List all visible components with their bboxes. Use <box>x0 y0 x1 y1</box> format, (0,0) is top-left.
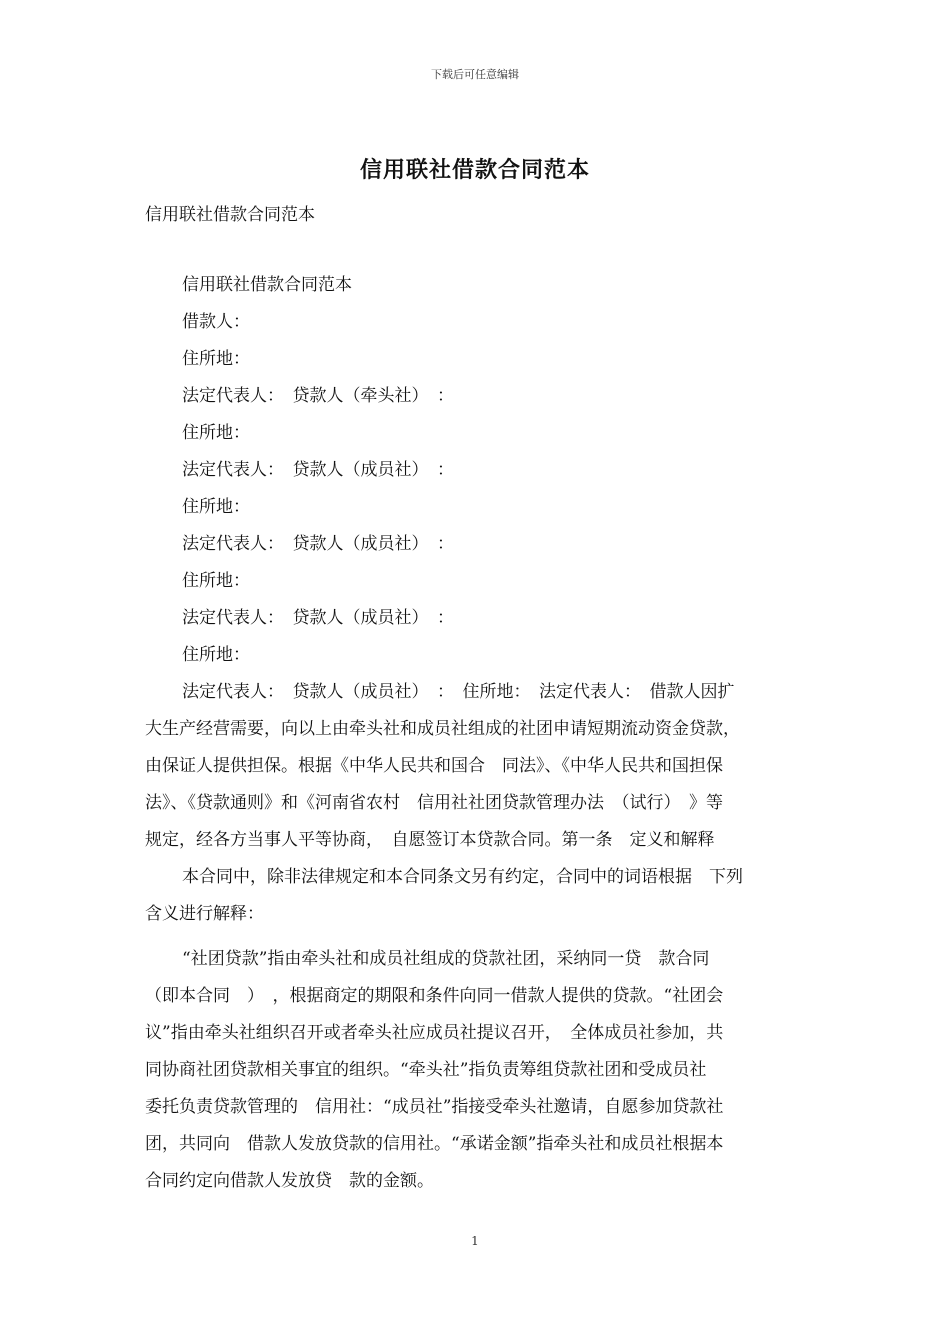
paragraph-definitions <box>145 941 820 1200</box>
paragraph-line: 合同约定向借款人发放贷 款的金额。 <box>145 1171 434 1191</box>
paragraph-interpretation <box>145 859 820 933</box>
document-subtitle: 信用联社借款合同范本 <box>145 205 315 225</box>
paragraph-line: 规定，经各方当事人平等协商， 自愿签订本贷款合同。第一条 定义和解释 <box>145 830 715 850</box>
party-line: 法定代表人： 贷款人（牵头社） ： <box>182 386 454 406</box>
paragraph-line: （即本合同 ） ，根据商定的期限和条件向同一借款人提供的贷款。“社团会 <box>145 986 724 1006</box>
document-title: 信用联社借款合同范本 <box>359 157 590 183</box>
party-line: 住所地： <box>182 571 250 591</box>
paragraph-line: 团，共同向 借款人发放贷款的信用社。“承诺金额”指牵头社和成员社根据本 <box>145 1134 724 1154</box>
party-line: 法定代表人： 贷款人（成员社） ： <box>182 460 454 480</box>
paragraph-line: 本合同中，除非法律规定和本合同条文另有约定，合同中的词语根据 下列 <box>182 867 743 887</box>
paragraph-preamble <box>145 674 820 859</box>
party-line: 法定代表人： 贷款人（成员社） ： <box>182 608 454 628</box>
party-list <box>145 267 820 674</box>
paragraph-line: 含义进行解释： <box>145 904 264 924</box>
header-note: 下载后可任意编辑 <box>431 68 519 81</box>
paragraph-line: 议”指由牵头社组织召开或者牵头社应成员社提议召开， 全体成员社参加，共 <box>145 1023 724 1043</box>
paragraph-line: 法》、《贷款通则》和《河南省农村 信用社社团贷款管理办法 （试行） 》等 <box>145 793 723 813</box>
paragraph-line: “社团贷款”指由牵头社和成员社组成的贷款社团，采纳同一贷 款合同 <box>182 949 710 969</box>
paragraph-line: 同协商社团贷款相关事宜的组织。“牵头社”指负责筹组贷款社团和受成员社 <box>145 1060 707 1080</box>
party-line: 住所地： <box>182 497 250 517</box>
party-line: 法定代表人： 贷款人（成员社） ： <box>182 534 454 554</box>
paragraph-line: 由保证人提供担保。根据《中华人民共和国合 同法》、《中华人民共和国担保 <box>145 756 723 776</box>
party-line: 住所地： <box>182 645 250 665</box>
page-number: 1 <box>471 1234 479 1248</box>
paragraph-line: 大生产经营需要，向以上由牵头社和成员社组成的社团申请短期流动资金贷款， <box>145 719 740 739</box>
paragraph-line: 委托负责贷款管理的 信用社：“成员社”指接受牵头社邀请，自愿参加贷款社 <box>145 1097 724 1117</box>
party-line: 住所地： <box>182 349 250 369</box>
party-line: 借款人： <box>182 312 250 332</box>
party-line: 住所地： <box>182 423 250 443</box>
paragraph-line: 法定代表人： 贷款人（成员社） ： 住所地： 法定代表人： 借款人因扩 <box>182 682 735 702</box>
party-line: 信用联社借款合同范本 <box>182 275 352 295</box>
